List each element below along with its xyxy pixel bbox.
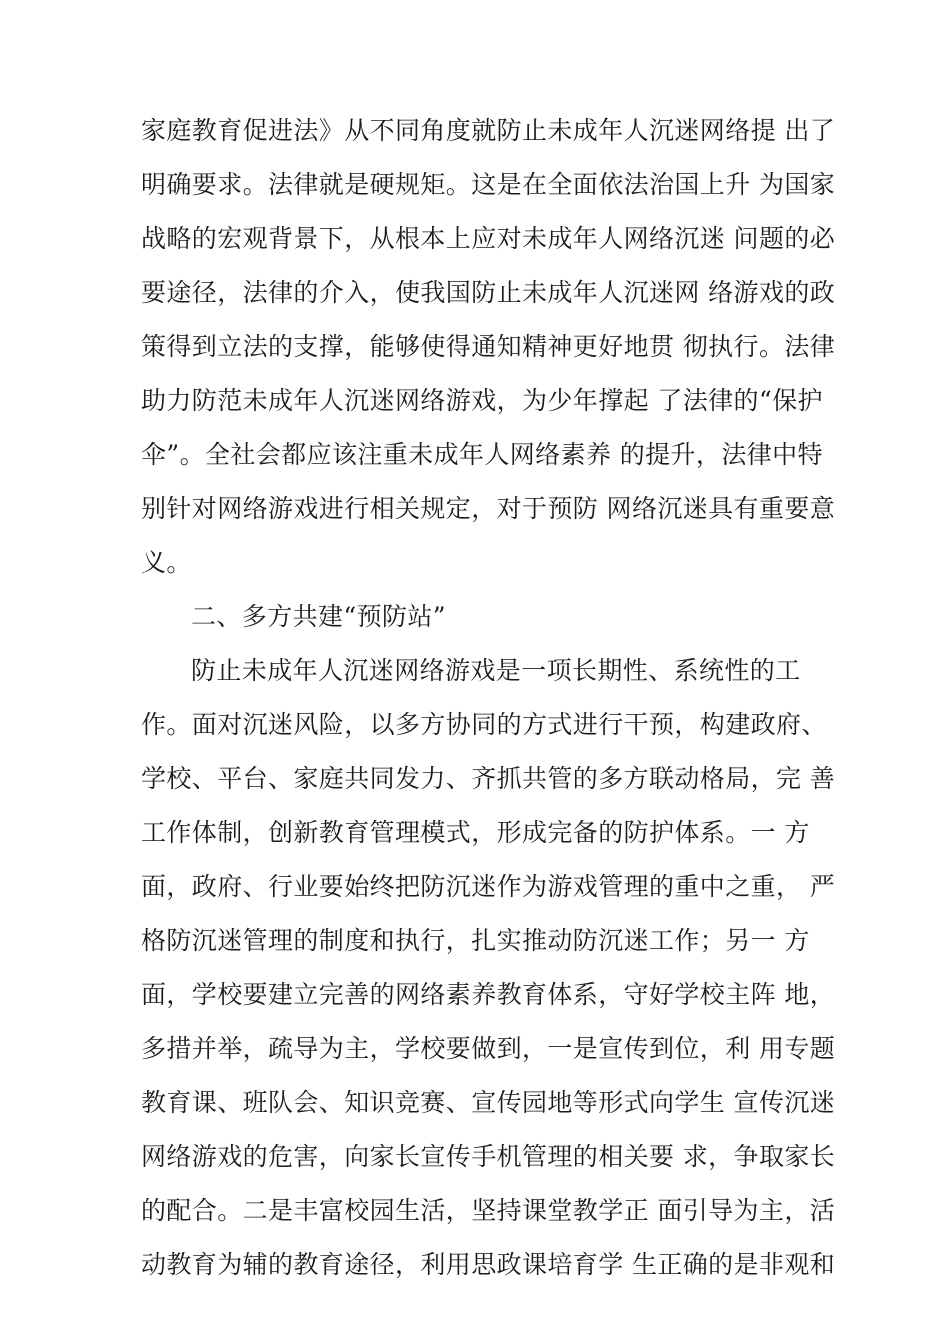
text-line: 家庭教育促进法》从不同角度就防止未成年人沉迷网络提 出了 <box>141 116 836 145</box>
text-line: 策得到立法的支撑，能够使得通知精神更好地贯 彻执行。法律 <box>141 332 836 361</box>
text-line: 网络游戏的危害，向家长宣传手机管理的相关要 求，争取家长 <box>141 1142 836 1171</box>
paragraph-first-line: 防止未成年人沉迷网络游戏是一项长期性、系统性的工 <box>191 656 801 685</box>
text-line: 作。面对沉迷风险，以多方协同的方式进行干预，构建政府、 <box>141 710 827 739</box>
text-line: 格防沉迷管理的制度和执行，扎实推动防沉迷工作；另一 方 <box>141 926 810 955</box>
text-line: 工作体制，创新教育管理模式，形成完备的防护体系。一 方 <box>141 818 810 847</box>
text-line: 义。 <box>141 548 192 577</box>
body-text <box>141 104 836 1292</box>
text-line: 伞”。全社会都应该注重未成年人网络素养 的提升，法律中特 <box>141 440 823 469</box>
text-line: 助力防范未成年人沉迷网络游戏，为少年撑起 了法律的“保护 <box>141 386 823 415</box>
text-line: 动教育为辅的教育途径，利用思政课培育学 生正确的是非观和 <box>141 1250 836 1279</box>
text-line: 面，政府、行业要始终把防沉迷作为游戏管理的重中之重， 严 <box>141 872 836 901</box>
text-line: 多措并举，疏导为主，学校要做到，一是宣传到位，利 用专题 <box>141 1034 836 1063</box>
section-heading: 二、多方共建“预防站” <box>191 602 446 631</box>
text-line: 明确要求。法律就是硬规矩。这是在全面依法治国上升 为国家 <box>141 170 836 199</box>
text-line: 别针对网络游戏进行相关规定，对于预防 网络沉迷具有重要意 <box>141 494 836 523</box>
text-line: 学校、平台、家庭共同发力、齐抓共管的多方联动格局，完 善 <box>141 764 836 793</box>
text-line: 的配合。二是丰富校园生活，坚持课堂教学正 面引导为主，活 <box>141 1196 836 1225</box>
text-line: 面，学校要建立完善的网络素养教育体系，守好学校主阵 地， <box>141 980 836 1009</box>
text-line: 要途径，法律的介入，使我国防止未成年人沉迷网 络游戏的政 <box>141 278 836 307</box>
text-line: 教育课、班队会、知识竞赛、宣传园地等形式向学生 宣传沉迷 <box>141 1088 836 1117</box>
text-line: 战略的宏观背景下，从根本上应对未成年人网络沉迷 问题的必 <box>141 224 836 253</box>
